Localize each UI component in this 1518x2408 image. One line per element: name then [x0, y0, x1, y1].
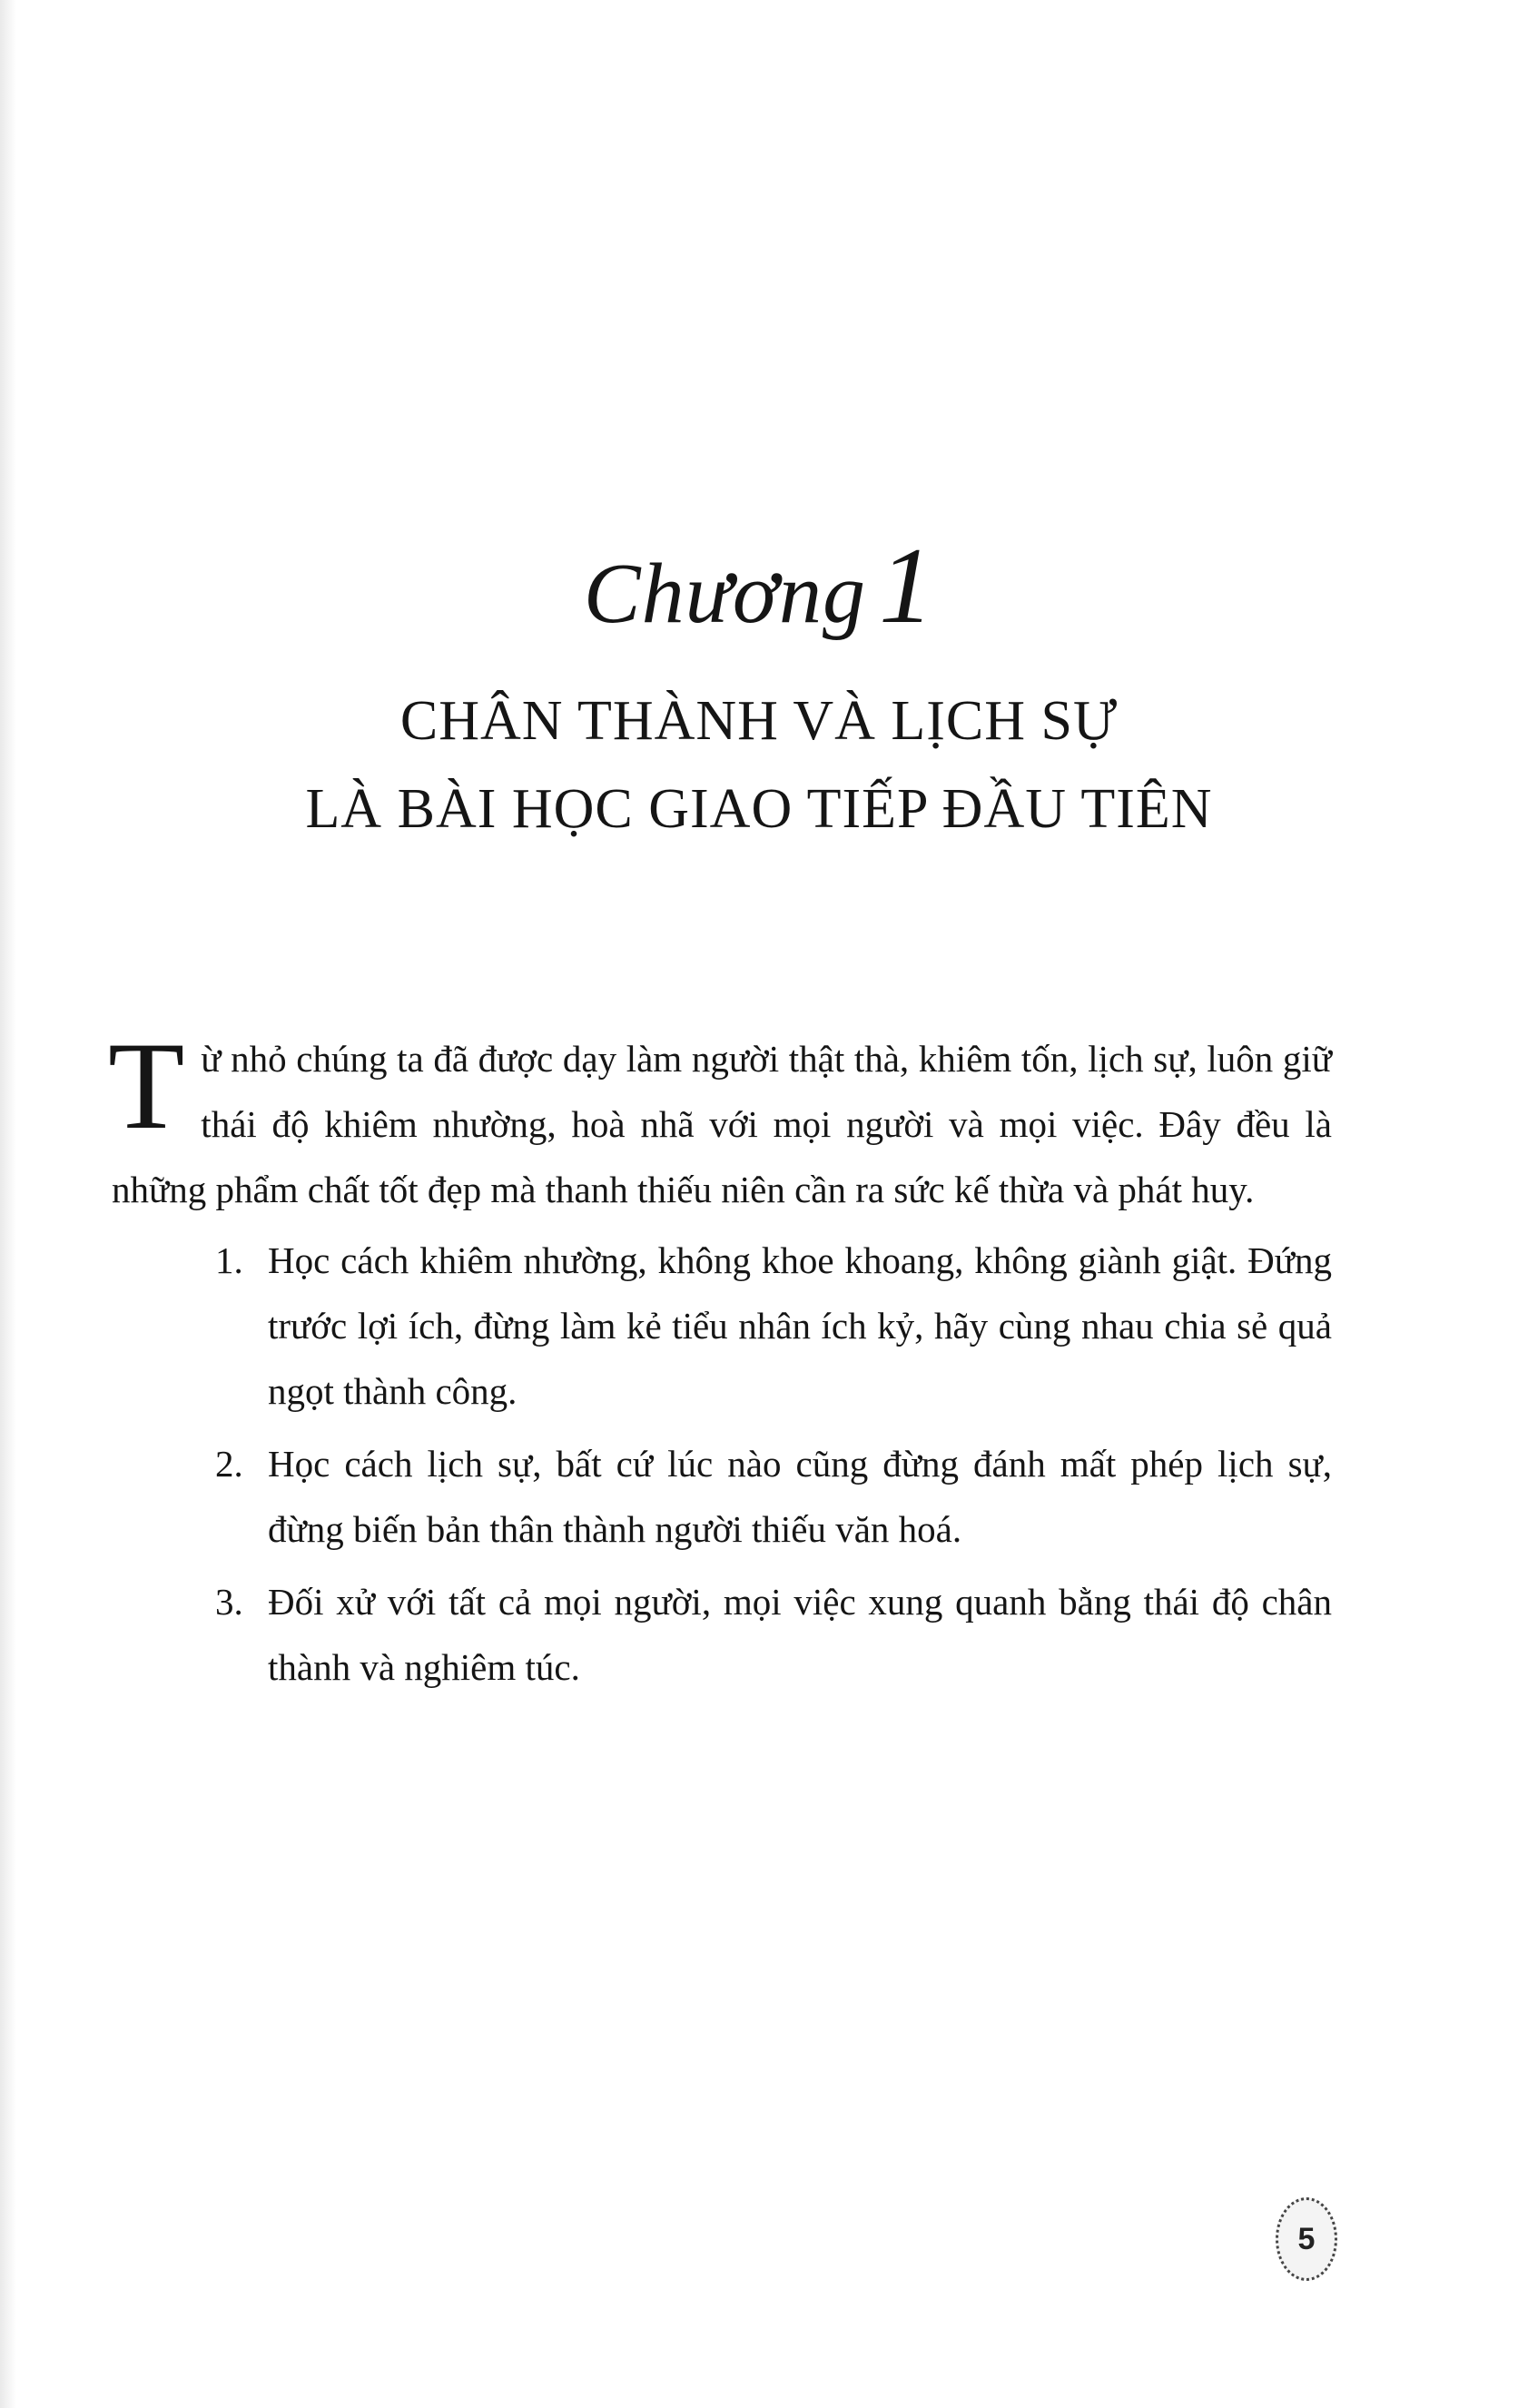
list-item-text: Đối xử với tất cả mọi người, mọi việc xung quanh bằng thái độ chân thành và nghiêm túc.	[268, 1581, 1332, 1688]
page-number: 5	[1276, 2197, 1337, 2281]
chapter-title-line-1: CHÂN THÀNH VÀ LỊCH SỰ	[399, 690, 1119, 752]
chapter-heading	[0, 525, 1518, 646]
list-item-number: 1.	[215, 1239, 243, 1281]
list-item	[112, 1431, 1332, 1562]
intro-text: ừ nhỏ chúng ta đã được dạy làm người thật thà, khiêm tốn, lịch sự, luôn giữ thái độ khiêm nhường, hoà nhã với mọi người và mọi việc. Đây đều là những phẩm chất tốt đẹp mà thanh thiếu niên cần ra sức kế thừa và phát huy.	[112, 1038, 1332, 1210]
drop-cap: T	[108, 1016, 185, 1155]
chapter-word: Chương	[583, 547, 867, 641]
chapter-number: 1	[879, 525, 935, 646]
list-item	[112, 1569, 1332, 1700]
chapter-title-line-2: LÀ BÀI HỌC GIAO TIẾP ĐẦU TIÊN	[305, 778, 1213, 840]
body-text	[108, 1016, 1332, 1707]
list-item-text: Học cách lịch sự, bất cứ lúc nào cũng đừng đánh mất phép lịch sự, đừng biến bản thân thành người thiếu văn hoá.	[268, 1443, 1332, 1550]
list-item	[112, 1228, 1332, 1424]
list-item-number: 2.	[215, 1443, 243, 1485]
list-item-text: Học cách khiêm nhường, không khoe khoang, không giành giật. Đứng trước lợi ích, đừng làm kẻ tiểu nhân ích kỷ, hãy cùng nhau chia sẻ quả ngọt thành công.	[268, 1239, 1332, 1412]
page-edge-shadow	[0, 0, 16, 2408]
numbered-list	[112, 1228, 1332, 1700]
intro-paragraph	[108, 1016, 1332, 1222]
list-item-number: 3.	[215, 1581, 243, 1623]
